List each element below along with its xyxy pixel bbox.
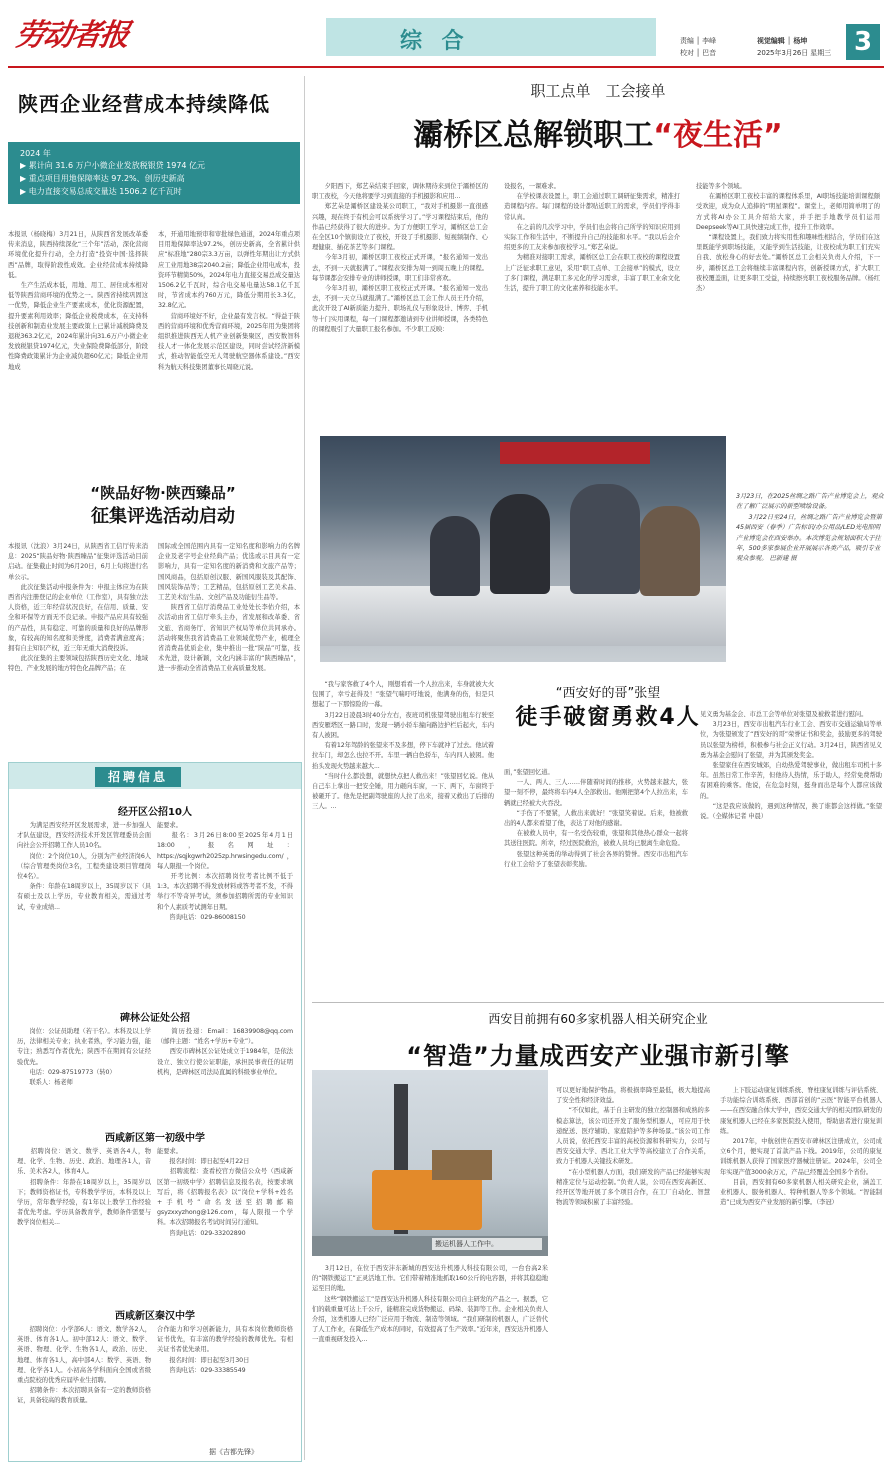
article-shaanxi-products [8, 470, 300, 750]
article-body-col-2: 面，”张望回忆道。 一人、两人、三人……伴随着时间的推移，火势越来越大，张望一刻不停，最终将车内4人全部救出。他刚把第4个人拉出来，车辆就已经被大火吞没。 “手伤了不要紧，人救出来就好！”张望笑着说。后来，他被救出的4人都来看望了他，表达了对他的感谢。 在被救人员中，有一名受伤较重，张望和其他热心群众一起将其送往医院。所幸，经过医院救治，被救人员均已脱离生命危险。 张望这种英勇的举动得到了社会各界的赞誉。西安市出租汽车行业工会给予了张望表彰奖励。 [504, 769, 688, 868]
article-body-col-2: 可以更好地保护物品，将极损率降至最低，极大地提高了安全性和经济效益。 “不仅如此，基于自主研发的独立控制器和成熟的多模态算法，该公司还开发了服务型机器人，可应用于快递配送、医疗辅助、家庭陪护等多种场景。”该公司工作人员说，依托西安丰富的高校资源和科研实力，公司与西安交通大学、西北工业大学等高校建立了合作关系，致力于机器人关键技术研发。 “在小型机器人方面，我们研发的产品已经能够实现精准定位与运动控制。”负责人说，公司在西安高新区、经开区等地开展了多个项目合作，在工厂自动化、智慧物流等领域积累了丰富经验。 [556, 1087, 710, 1207]
recruit-section-title: 西咸新区秦汉中学 [115, 1311, 195, 1322]
article-body-col-1: 本报讯（杨晓梅）3月21日，从陕西省发展改革委传来消息，陕西持续深化“三个年”活动，深化营商环境优化提升行动，全力打造“投资中国·选择陕西”品牌，取得阶段性成效。企业经营成本持续降低。 生产生活成本低，用地、用工、居住成本相对低等陕西营商环境的优势之一。陕西省持续巩固这一优势，降低企业生产要素成本，优化资源配置，提升要素利用效率；降低企业税费成本，在支持科技创新和制造业发展主要政策上已累计减税降费及退税363.2亿元，2024年累计向31.6万户小微企业发放税银贷1974亿元，失业保险费降低部分，阶段性降费政策累计为企业减负超60亿元；降低企业用地成 [8, 231, 148, 371]
article-body-col-2: 国际或全国范围内具有一定知名度和影响力的名牌企业及老字号企业经典产品；优选或示目具有一定影响力，具有一定知名度的新消费和文旅产品等；国风商品，包括原创汉服、新国风服装及其配饰、国风装饰品等；工艺精品，包括原创工艺美术品、工艺美术衍生品、文创产品及功能衍生品等。 陕西省工信厅消费品工业处处长李佑介绍，本次活动由省工信厅牵头主办，省发展和改革委、省文旅、省商务厅、省知识产权局等单位共同承办。活动将聚焦我省消费品工业领域优势产业，梳理全省消费品优质企业，集中推出一批“陕品”可靠，技术先进，设计新颖，文化内涵丰富的“陕西臻品”，进一步推动全省消费品工业高质量发展。 [158, 543, 300, 673]
recruit-section-title: 西咸新区第一初级中学 [105, 1133, 205, 1144]
article-kicker: “西安好的哥”张望 [555, 686, 661, 701]
newspaper-logo: 劳动者报 [13, 18, 130, 53]
photo-robot-load [432, 1150, 492, 1180]
editor-line-1: 责编 │ 李峰 [680, 37, 716, 45]
highlight-year: 2024 年 [20, 149, 51, 158]
design-line: 视觉编辑 │ 杨坤 [757, 37, 808, 45]
article-body-col-1: 本报讯（沈浪）3月24日，从陕西省工信厅传来消息：2025“陕品好物·陕西臻品”征集评选活动目前启动。征集截止时间为6月20日，6月上旬将进行名单公示。 此次征集活动申报条件为：申报主体应为在陕西省内注册登记的企业单位（工作室），具有独立法人资格，近三年经营状况良好，在信用、质量、安全和环保等方面无不良记录。申报产品应具有较强的产品性，具有稳定、可靠的质量和良好的品牌形象，有较高的知名度和美誉度，消费者满意度高；拥有自主知识产权，近三年无重大消费投诉。 此次征集的主要领域包括陕西历史文化、地域特色、产业发展的地方特色化品牌产品；在 [8, 543, 148, 673]
article-night-school [312, 70, 884, 670]
article-body-col-2: 本，开通用地预审和审批绿色通道，2024年重点项目用地保障率达97.2%，创历史新高，全省累计供应“标准地”280宗3.3万亩，以弹性年期出让方式供应工业用地38宗2040.2亩；降低企业用电成本，投资环节精简50%，2024年电力直接交易总成交量达1506.2亿千瓦时，综合电交易电量达58.1亿千瓦时，节省成本约760万元，降低分期用长3.3亿，32.8亿元。 营商环境好不好，企业最有发言权。“得益于陕西的营商环境和优秀营商环境，2025年用为集团将组织推进陕西无人机产业创新集聚区，西安数智科技人才一体化发展示范区建设，同时尝试经济新模式，推动智能低空无人驾驶航空器体系建设。”西安科为航天科技集团董事长周晓元说。 [158, 231, 300, 371]
article-business-cost [8, 70, 300, 470]
title-red-part: “夜生活” [653, 118, 783, 153]
recruit-section-title: 经开区公招10人 [118, 807, 192, 818]
highlight-item-1: ▶ 累计向 31.6 万户小微企业发放税银贷 1974 亿元 [20, 161, 206, 170]
recruit-section-col-2: 合作能力和学习创新能力，具有本岗位教师资格证书优先，有丰富的教学经验的教师优先。有相关证书者优先录用。 报名时间：即日起至3月30日 咨询电话：029-33385549 [157, 1326, 293, 1374]
date-line: 2025年3月26日 星期三 [757, 49, 832, 57]
page-number: 3 [853, 27, 873, 57]
highlight-box [8, 142, 300, 204]
photo-person [640, 506, 700, 596]
recruit-section-col-1: 岗位：公证员助理（若干名）。本科及以上学历，法律相关专业；执业者熟，学习能力强，能专注；熟悉写作者优先；陕西不在期间有公证经验优先。 电话：029-87519773（转0） 联系人：杨老师 [17, 1028, 151, 1087]
expo-photo [320, 436, 726, 662]
recruit-section-col-1: 招聘岗位：语文、数学、英语各4人，物理、化学、生物、历史、政治、地理各1人，音乐、美术各2人，体育4人。 招聘条件：年龄在18周岁以上，35周岁以下；教师资格证书，专科教学学历，本科及以上学历，常年教学经验，有1年以上教学工作经验者优先考虑。学历具备教育学，教师条件需要与教学岗位相关... [17, 1148, 151, 1227]
column-divider [304, 76, 305, 1460]
photo-caption: 搬运机器人工作中。 [432, 1238, 542, 1250]
section-band [326, 18, 656, 56]
recruit-section-col-2: 能要求。 报名时间：即日起至4月22日 招聘流程：查看校官方微信公众号（西咸新区第一初级中学）招聘信息及报名表，按要求填写后，将《招聘报名表》以“岗位+学科+姓名+手机号”命名发送至招聘邮箱 gsyzxxyzhong@126.com，每人限报一个学科。本次招聘报名考试时间另行通知。 咨询电话：029-33202890 [157, 1148, 293, 1237]
robot-photo [312, 1070, 548, 1256]
article-title [312, 110, 884, 154]
article-body-col-3: 技能等多个领域。 在灞桥区职工夜校丰富的课程体系里，AI职场技能培训课程颇受欢迎，成为众人追捧的“明星课程”。课堂上，老师用简单明了的方式将AI办公工具介绍给大家，并手把手地教学员们运用Deepseek等AI工具快速完成工作，提升工作效率。 “课程设置上，我们致力将实用性和趣味性相结合，学员们在这里既能学到职场技能，又能学到生活技能，让夜校成为职工们充实自我、放松身心的好去处。”灞桥区总工会相关负责人介绍，下一步，灞桥区总工会将继续丰富课程内容，创新授课方式，扩大职工夜校覆盖面，让更多职工受益，持续擦亮职工夜校服务品牌。（杨红杰） [696, 183, 880, 293]
recruit-section-col-1: 招聘岗位：小学部6人：语文、数学各2人，英语、体育各1人。初中部12人：语文、数学、英语、物理、化学、生物各1人，政治、历史、地理、体育各1人，高中部4人：数学、英语、物理、化学各1人。小初高各学科面向全国或省级重点院校的优秀应届毕业生招聘。 招聘条件：本次招聘具备有一定的教师资格证，具备较高的教育质量。 [17, 1326, 151, 1405]
highlight-item-2: ▶ 重点项目用地保障率达 97.2%、创历史新高 [20, 174, 185, 183]
recruit-section-col-2: 能要求。 报名：3月26日8:00至2025年4月1日18:00，报名网址：https://sqjkgwrh2025zp.hrwsingedu.com/，每人限报一个岗位。 开考比例：本次招聘岗位考者比例不低于1:3。本次招聘不得发放材料或答考者不发，不得举行不等奇异考试，须参加招聘所需的专业知识和个人素质考试测年日期。 咨询电话：029-86008150 [157, 822, 293, 921]
article-body-col-1: 3月12日，在位于西安沣东新城的西安达升机器人科技有限公司，一台台高2米的“钢铁搬运工”正灵活地工作。它们带着精准地抓取160公斤的电容器，并将其稳稳地运至目的地。 这些“钢铁搬运工”是西安达升机器人科技有限公司自主研发的产品之一。据悉，它们的载重量可达上千公斤，能精准完成货物搬运、码垛、装卸等工作。企业相关负责人介绍，这类机器人已经广泛应用于物流、制造等领域。“我们研制的机器人，广泛替代了人工作业，在降低生产成本的同时，有效提高了生产效率。”近年来，西安达升机器人一直重视研发投入... [312, 1265, 548, 1344]
article-title-line-1: “陕品好物·陕西臻品” [90, 484, 236, 502]
article-kicker: 西安目前拥有60多家机器人相关研究企业 [488, 1012, 708, 1026]
section-title: 综 合 [400, 29, 470, 54]
article-title: 徒手破窗勇救4人 [515, 705, 701, 730]
photo-person [570, 484, 640, 594]
recruit-credit: 据《吉都先锋》 [209, 1448, 258, 1456]
article-body-col-1: “我与家客救了4个人，刚想看看一个人拉出来，车身就被大火包围了，幸亏赶得及！”张望气喘吁吁地说，他满身的伤，但是只想起了一下那惊险的一幕。 3月22日凌晨3时40分左右，夜班司机张望驾驶出租车行驶至西安雁塔区一路口时，发现一辆小轿车撞向路边护栏后起火，车内有人被困。 有着12年驾龄的张望来不及多想，停下车就冲了过去。他试着拉车门，却怎么也拉不开。车里一辆白色轿车，车内四人被困。他抬头发现火势越来越大... “当时什么都没想，就想快点把人救出来！”张望回忆说。他从自己车上拿出一把安全锤，用力砸向车窗，一下、两下，车窗终于被砸开了。他先是把副驾驶座的人拉了出来，接着又救出了后排的三人。... [312, 681, 494, 811]
photo-caption: 3月23日，在2025丝绸之路广告产业博览会上，观众在了解广泛展示的新型喷绘设备。 3月22日至24日，丝绸之路广告产业博览会暨第45届西安（春季）广告标识/办公用品/LED光电照明产业博览会在西安举办。本次博览会规划面积大于往年，500多家参展企业开展展示各类产品，吸引专业观众参观。 巴新建 摄 [736, 493, 884, 563]
masthead [0, 0, 892, 70]
photo-banner-sign [500, 442, 650, 464]
recruitment-box [8, 762, 302, 1462]
article-title: 陕西企业经营成本持续降低 [18, 92, 270, 116]
editor-line-2: 校对 │ 巴音 [680, 49, 716, 57]
title-black-part: 灞桥区总解锁职工 [413, 118, 654, 153]
photo-person [430, 516, 480, 596]
recruit-section-title: 碑林公证处公招 [120, 1013, 190, 1024]
article-body-col-1: 夕阳西下，郑艺朵结束手回家，调休期待来到位于灞桥区的职工夜校，今天他将要学习到直接的手机摄影和应用... 郑艺朵是灞桥区建设某公司职工，“我对手机摄影一直很感兴趣，现在终于有机会可以系统学习了。”学习课程结束后，他的作品已经获得了很大的进步。为了方便职工学习，灞桥区总工会在全区10个镇街设立了夜校，开设了手机摄影、短视频制作、心理健康、插花茶艺等多门课程。 今年3月初，灞桥区职工夜校正式开课，“报名通知一发出去，不到一天就报满了。”课程表安排为周一到周五晚上的课程。每节课都会安排专业的讲师授课，职工们非常喜欢。 今年3月初，灞桥区职工夜校正式开课。“报名通知一发出去，不到一天立马就报满了。”灞桥区总工会工作人员王丹介绍，此次开设了AI新质能力提升、职场礼仪与形象设计、博弈、手机等十门实用课程，每一门课程都邀请到专业讲师授课，各类特色的课程吸引了大量职工报名参加。不少职工反映： [312, 183, 488, 333]
article-title-line-2: 征集评选活动启动 [91, 506, 235, 527]
recruit-section-col-1: 为满足西安经开区发展需求，进一步加强人才队伍建设，西安经济技术开发区管理委员会面向社会公开招聘工作人员10名。 岗位：2个岗位10人，分别为产业经济岗6人（综合管理类岗位3名，工程类建设项目管理岗位4名）。 条件：年龄在18周岁以上，35周岁以下（具有硕士及以上学历，专业教育相关，需通过考试，专业成绩... [17, 822, 151, 911]
article-taxi-hero [312, 672, 884, 1002]
article-body-col-3: 上下肢运动康复训练系统、脊柱康复训练与评估系统、手功能综合训练系统、西部首创的“云医”智能平台机器人——在西安融合体大学中，西安交通大学的相关团队研发的康复机器人已经在多家医院投入使用，帮助患者进行康复训练。 2017年，中航创世在西安市碑林区注册成立，公司成立6个月，便实现了首款产品下线。2019年，公司的康复训练机器人获得了国家医疗器械注册证。2024年，公司全年实现产值3000余万元，产品已经覆盖全国多个省份。 目前，西安拥有60多家机器人相关研究企业，涵盖工业机器人、服务机器人、特种机器人等多个领域。“智能制造”已成为西安产业发展的新引擎。（李冠） [720, 1087, 882, 1207]
article-kicker: 职工点单 工会接单 [530, 82, 666, 100]
article-robotics [312, 1002, 884, 1462]
section-rule [312, 1002, 884, 1003]
recruitment-header: 招聘信息 [107, 770, 168, 784]
article-body-col-3: 见义勇为基金会、市总工会等单位对张望及被救者进行慰问。 3月23日，西安市出租汽车行业工会、西安市交通运输局等单位，为张望颁发了“西安好的哥”荣誉证书和奖金，鼓励更多的驾驶员以张望为榜样，积极参与社会正义行动。3月24日，陕西省见义勇为基金会慰问了张望，并为其颁发奖金。 张望家住在西安城郊，自幼热爱驾驶事业，做出租车司机十多年。虽然日常工作辛苦，但他待人热情，乐于助人，经常免费帮助有困难的乘客。他说，在危急时刻，挺身而出是每个人都应该做的。 “这是我应该做的，遇到这种情况，换了谁都会这样做。”张望说。（全媒体记者 申晨） [700, 711, 882, 821]
highlight-item-3: ▶ 电力直接交易总成交量达 1506.2 亿千瓦时 [20, 187, 182, 196]
article-title: “智造”力量成西安产业强市新引擎 [406, 1042, 790, 1070]
masthead-rule [8, 66, 884, 68]
article-body-col-2: 设报名，一课难求。 在学校课表设置上，职工会通过职工调研征集需求，精准打造课程内容。每门课程的设计都贴近职工的需求，学员们学得非常认真。 在之前的几次学习中，学员们也会将自己所学的知识应用到实际工作和生活中，不断提升自己的技能和水平。“我以后会介绍更多的工友来参加夜校学习。”郑艺朵说。 为精准对接职工需求，灞桥区总工会在职工夜校的课程设置上广泛征求职工意见，采用“职工点单、工会接单”的模式，设立了多门课程，满足职工多元化的学习需求，丰富了职工业余文化生活，提升了职工的文化素养和技能水平。 [504, 183, 680, 293]
photo-person [490, 494, 550, 594]
recruit-section-col-2: 简历投递：Email：16839908@qq.com（邮件主题：“姓名+学历+专业”）。 西安市碑林区公证处成立于1984年，是依法设立、独立行使公证职能，承担民事责任的证明机构，是碑林区司法局直属的科级事业单位。 [157, 1028, 293, 1076]
